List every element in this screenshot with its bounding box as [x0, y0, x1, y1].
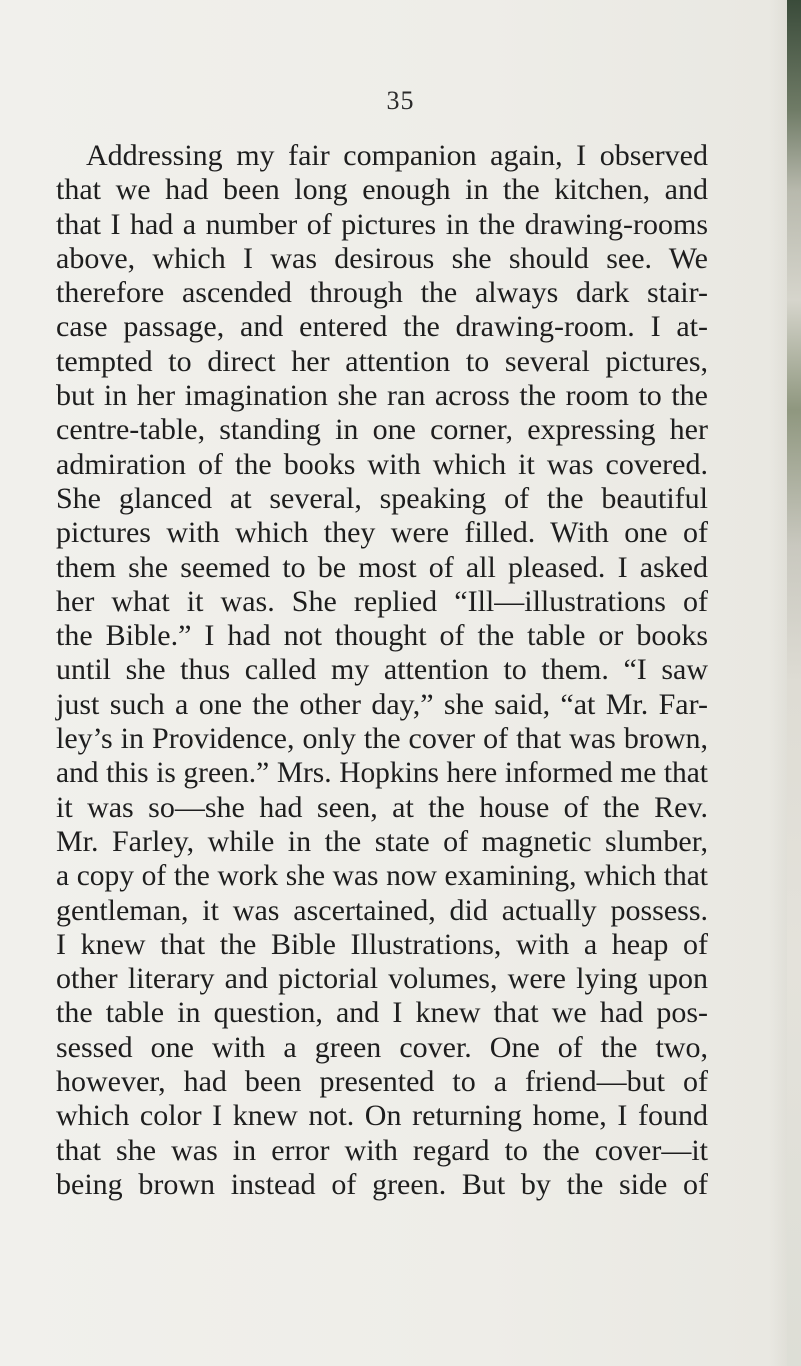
text-line: pictures with which they were filled. With one of: [56, 516, 708, 550]
text-line: but in her imagination she ran across the room to the: [56, 379, 708, 413]
text-line: being brown instead of green. But by the side of: [56, 1167, 708, 1201]
text-line: above, which I was desirous she should see. We: [56, 241, 708, 275]
text-line: her what it was. She replied “Ill—illustrations of: [56, 584, 708, 618]
text-line: centre-table, standing in one corner, expressing her: [56, 413, 708, 447]
text-line: the table in question, and I knew that we had pos-: [56, 996, 708, 1030]
text-line: it was so—she had seen, at the house of the Rev.: [56, 790, 708, 824]
text-line: tempted to direct her attention to several pictures,: [56, 344, 708, 378]
text-line: them she seemed to be most of all pleased. I asked: [56, 550, 708, 584]
text-line: and this is green.” Mrs. Hopkins here informed me that: [56, 757, 708, 790]
body-text: [56, 139, 708, 1202]
text-line: just such a one the other day,” she said, “at Mr. Far-: [56, 687, 708, 721]
text-line: other literary and pictorial volumes, were lying upon: [56, 962, 708, 996]
text-line: She glanced at several, speaking of the beautiful: [56, 481, 708, 515]
page-number: 35: [386, 86, 415, 115]
text-line: admiration of the books with which it was covered.: [56, 447, 708, 481]
text-line: I knew that the Bible Illustrations, with a heap of: [56, 927, 708, 961]
text-line: that she was in error with regard to the cover—it: [56, 1133, 708, 1167]
text-line: Mr. Farley, while in the state of magnetic slumber,: [56, 824, 708, 858]
text-line: gentleman, it was ascertained, did actually possess.: [56, 893, 708, 927]
text-line: the Bible.” I had not thought of the table or books: [56, 619, 708, 653]
text-line: therefore ascended through the always dark stair-: [56, 276, 708, 310]
text-line: a copy of the work she was now examining, which that: [56, 860, 708, 893]
text-line: that we had been long enough in the kitchen, and: [56, 173, 708, 207]
text-line: which color I knew not. On returning home, I found: [56, 1099, 708, 1133]
text-line: that I had a number of pictures in the drawing-rooms: [56, 207, 708, 241]
text-line: Addressing my fair companion again, I observed: [86, 139, 708, 172]
text-line: case passage, and entered the drawing-room. I at-: [56, 310, 708, 344]
text-line: sessed one with a green cover. One of the two,: [56, 1030, 708, 1064]
text-line: ley’s in Providence, only the cover of that was brown,: [56, 722, 708, 756]
text-line: however, had been presented to a friend—but of: [56, 1065, 708, 1099]
text-line: until she thus called my attention to them. “I saw: [56, 653, 708, 687]
page-edge: [787, 0, 801, 1366]
